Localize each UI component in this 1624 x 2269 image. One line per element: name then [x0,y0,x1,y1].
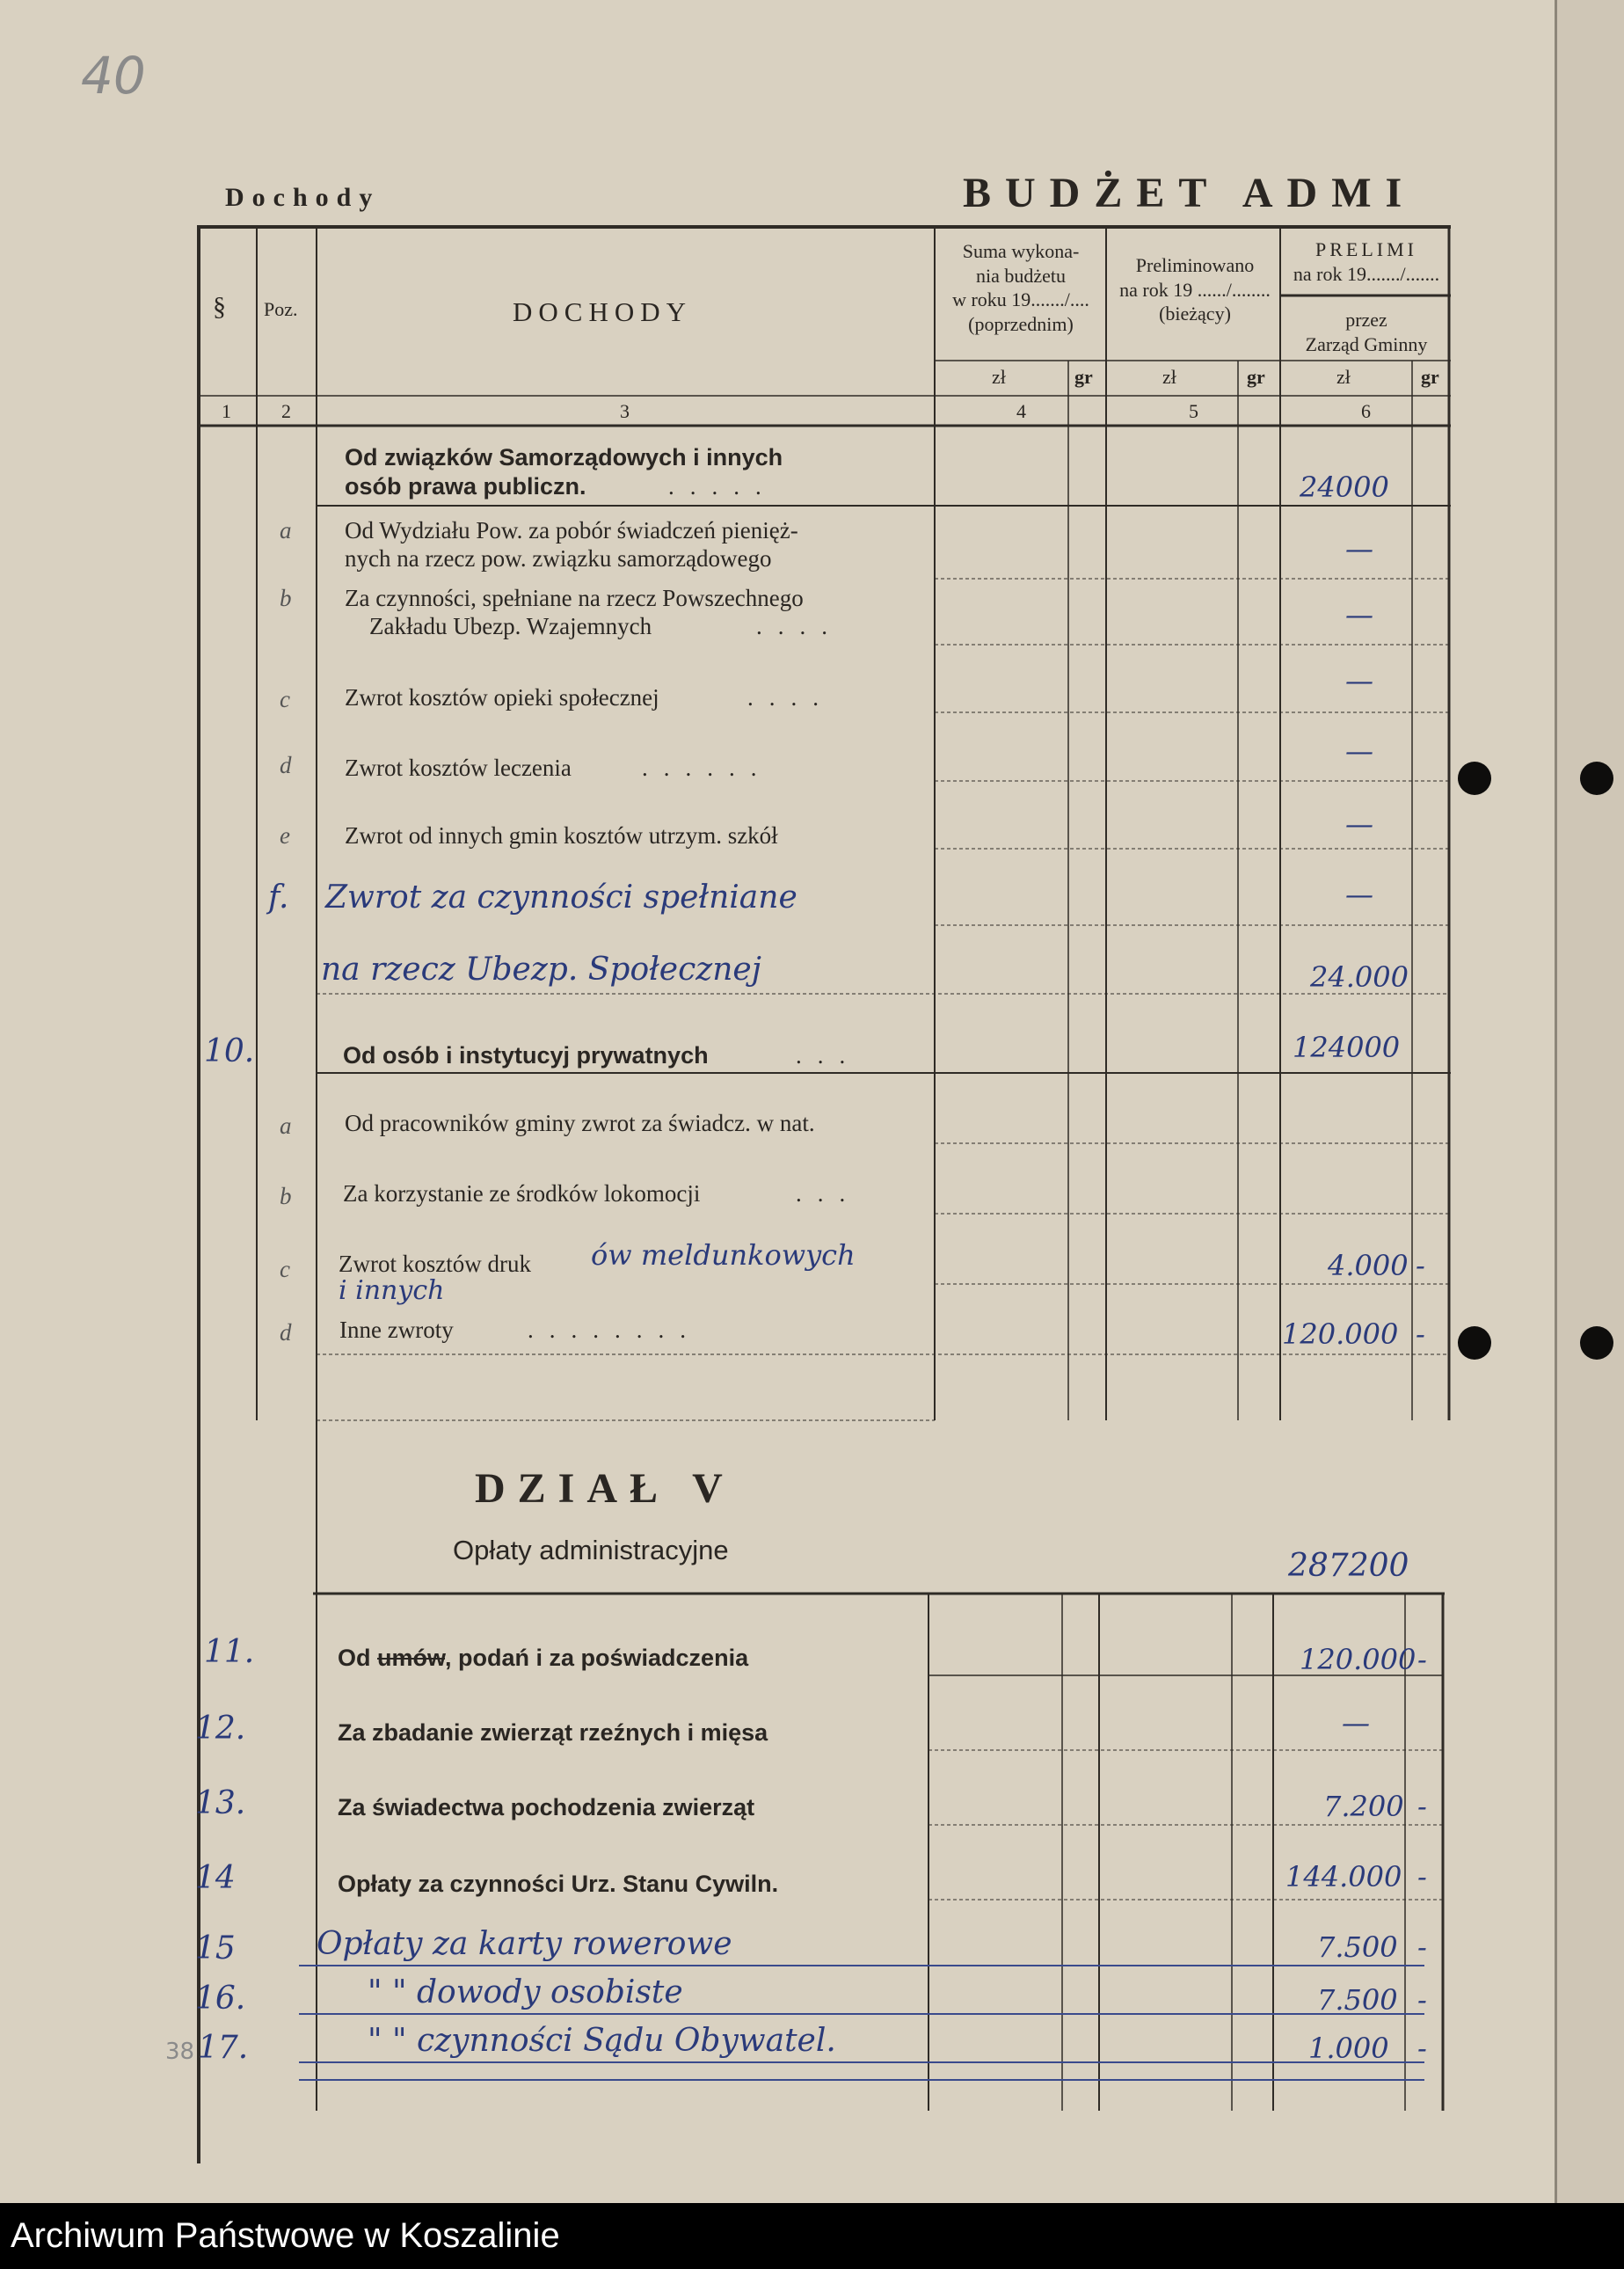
row-letter-handwritten: f. [268,879,289,916]
row-text: Zakładu Ubezp. Wzajemnych [369,613,652,639]
amount: — [1345,734,1373,768]
header-right: BUDŻET ADMI [963,170,1416,216]
zl-label: zł [1336,366,1351,388]
row-text: Inne zwroty [339,1317,454,1343]
archive-footer: Archiwum Państwowe w Koszalinie [0,2203,1624,2269]
leader-dots: ........ [528,1317,702,1343]
section-subtitle: Opłaty administracyjne [453,1535,729,1565]
row-letter: b [280,585,292,611]
col-number: 4 [1016,400,1026,422]
leader-dots: ... [796,1042,862,1069]
amount-dash: - [1416,1317,1425,1351]
pencil-note: 38 [165,2039,195,2065]
col6-sub-line: Zarząd Gminny [1305,332,1428,355]
row-text: Zwrot od innych gmin kosztów utrzym. szkół [345,822,778,849]
row-text: Za korzystanie ze środków lokomocji [343,1180,701,1207]
row-title-prefix: Od [338,1645,371,1671]
amount: — [1345,532,1373,565]
header-left: Dochody [225,183,381,212]
col6-top-line: PRELIMI [1315,238,1417,260]
col4-line: (poprzednim) [968,312,1074,335]
handwritten-text: i innych [339,1275,445,1306]
col-number: 2 [281,400,291,422]
amount-dash: - [1417,1643,1427,1676]
leader-dots: ...... [642,755,773,781]
binder-hole [1580,1326,1613,1360]
gr-label: gr [1247,366,1265,388]
row-title: Od osób i instytucyj prywatnych [343,1042,709,1069]
col-number: 1 [222,400,231,422]
col5-line: (bieżący) [1159,303,1231,325]
adjacent-page-edge [1555,0,1624,2203]
paragraph-number: 14 [195,1860,236,1896]
row-letter: e [280,822,290,849]
amount-dash: - [1417,1860,1427,1893]
col6-header-top [1282,237,1451,286]
row-title-line: Od związków Samorządowych i innych [345,444,783,471]
row-text: nych na rzecz pow. związku samorządowego [345,545,772,572]
handwritten-text: Zwrot za czynności spełniane [325,879,797,916]
col-paragraph-header: § [213,292,226,321]
amount: — [1345,878,1373,911]
col5-line: Preliminowano [1135,254,1255,276]
amount: — [1345,664,1373,697]
row-text: Zwrot kosztów opieki społecznej [345,684,659,711]
amount-dash: - [1417,2032,1427,2065]
row-letter: b [280,1183,292,1209]
col5-header [1110,253,1280,326]
col5-line: na rok 19 ....../........ [1119,278,1271,301]
zl-label: zł [1162,366,1176,388]
col6-top-line: na rok 19......./....... [1293,262,1440,285]
paragraph-number: 15 [195,1930,236,1966]
amount: 24.000 [1310,960,1409,994]
struck-word: umów [377,1645,446,1671]
row-letter: a [280,1113,292,1139]
amount: — [1342,1706,1370,1740]
row-title: Za świadectwa pochodzenia zwierząt [338,1794,755,1820]
row-text: Zwrot kosztów leczenia [345,755,572,781]
amount: 7.500 [1317,1930,1398,1964]
row-letter: d [280,1319,292,1346]
col6-sub-line: przez [1345,309,1387,331]
amount: 7.200 [1323,1790,1404,1823]
amount: 7.500 [1317,1983,1398,2017]
row-text: Zwrot kosztów druk [339,1251,531,1277]
row-title: Za zbadanie zwierząt rzeźnych i mięsa [338,1719,768,1746]
amount-dash: - [1417,1930,1427,1964]
handwritten-text: " " dowody osobiste [368,1974,683,2010]
handwritten-text: Opłaty za karty rowerowe [317,1926,732,1962]
row-title-rest: , podań i za poświadczenia [445,1645,749,1671]
amount: — [1345,807,1373,841]
col-pos-header: Poz. [264,298,298,320]
amount: 4.000 [1328,1249,1409,1282]
paragraph-number: 17. [198,2030,249,2066]
col-number: 3 [620,400,630,422]
amount: 1.000 [1308,2032,1389,2065]
pencil-page-number: 40 [81,46,146,106]
row-letter: d [280,752,292,778]
zl-label: zł [992,366,1006,388]
amount: — [1345,598,1373,631]
leader-dots: ... [796,1180,862,1207]
row-title-line: osób prawa publiczn. [345,473,586,500]
row-letter: a [280,517,292,544]
section-amount: 287200 [1288,1548,1409,1584]
paragraph-number: 11. [204,1634,255,1670]
row-letter: c [280,686,290,712]
paragraph-number: 16. [195,1981,246,2017]
section-title: DZIAŁ V [475,1465,735,1512]
amount: 120.000 [1300,1643,1416,1676]
leader-dots: ..... [668,473,777,500]
row-text: Od pracowników gminy zwrot za świadcz. w nat. [345,1110,815,1136]
row-letter: c [280,1256,290,1282]
amount: 24000 [1300,471,1389,504]
col4-line: nia budżetu [975,264,1067,287]
col-income-header: DOCHODY [513,296,692,327]
row-title: Opłaty za czynności Urz. Stanu Cywiln. [338,1871,779,1897]
amount-dash: - [1416,1249,1425,1282]
row-text: Od Wydziału Pow. za pobór świadczeń pienięż- [345,517,798,544]
paragraph-number: 13. [195,1785,246,1821]
binder-hole [1458,762,1491,795]
amount: 124000 [1293,1031,1401,1064]
col4-line: Suma wykona- [962,240,1080,262]
leader-dots: .... [747,684,834,711]
handwritten-text: na rzecz Ubezp. Społecznej [321,952,761,988]
paragraph-number: 10. [204,1033,255,1069]
amount-dash: - [1417,1790,1427,1823]
row-text: Za czynności, spełniane na rzecz Powszechnego [345,585,804,611]
amount: 144.000 [1285,1860,1402,1893]
col-number: 6 [1361,400,1371,422]
leader-dots: .... [756,613,843,639]
binder-hole [1458,1326,1491,1360]
paragraph-number: 12. [195,1711,246,1747]
amount-dash: - [1417,1983,1427,2017]
gr-label: gr [1074,366,1093,388]
gr-label: gr [1421,366,1439,388]
col6-header-sub [1282,308,1451,356]
handwritten-text: ów meldunkowych [591,1238,856,1272]
row-title [338,1645,748,1672]
col-number: 5 [1189,400,1198,422]
col4-line: w roku 19......./.... [952,288,1089,310]
col4-header [937,239,1104,336]
handwritten-text: " " czynności Sądu Obywatel. [368,2023,836,2059]
binder-hole [1580,762,1613,795]
amount: 120.000 [1282,1317,1399,1351]
